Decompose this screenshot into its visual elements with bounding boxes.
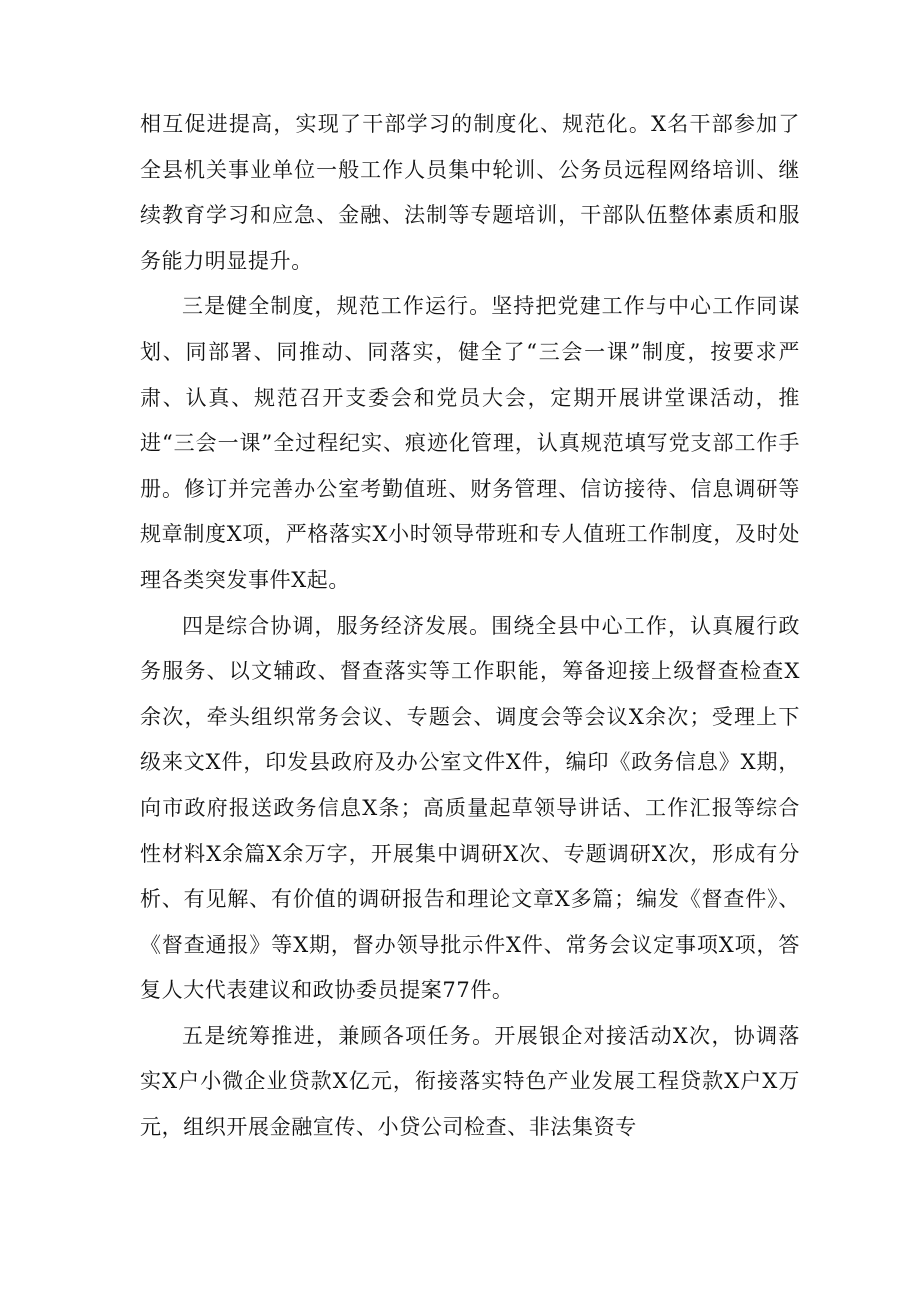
paragraph-section-four: 四是综合协调，服务经济发展。围绕全县中心工作，认真履行政务服务、以文辅政、督查落实等工作职能，筹备迎接上级督查检查X余次，牵头组织常务会议、专题会、调度会等会议X余次；受理上下级来文X件，印发县政府及办公室文件X件，编印《政务信息》X期，向市政府报送政务信息X条；高质量起草领导讲话、工作汇报等综合性材料X余篇X余万字，开展集中调研X次、专题调研X次，形成有分析、有见解、有价值的调研报告和理论文章X多篇；编发《督查件》、《督查通报》等X期，督办领导批示件X件、常务会议定事项X项，答复人大代表建议和政协委员提案77件。 [140,613,800,1003]
paragraph-continuation: 相互促进提高，实现了干部学习的制度化、规范化。X名干部参加了全县机关事业单位一般工作人员集中轮训、公务员远程网络培训、继续教育学习和应急、金融、法制等专题培训，干部队伍整体素质和服务能力明显提升。 [140,112,800,273]
document-body [140,102,800,1151]
paragraph-section-three: 三是健全制度，规范工作运行。坚持把党建工作与中心工作同谋划、同部署、同推动、同落实，健全了“三会一课”制度，按要求严肃、认真、规范召开支委会和党员大会，定期开展讲堂课活动，推进“三会一课”全过程纪实、痕迹化管理，认真规范填写党支部工作手册。修订并完善办公室考勤值班、财务管理、信访接待、信息调研等规章制度X项，严格落实X小时领导带班和专人值班工作制度，及时处理各类突发事件X起。 [140,294,800,592]
paragraph-section-five: 五是统筹推进，兼顾各项任务。开展银企对接活动X次，协调落实X户小微企业贷款X亿元，衔接落实特色产业发展工程贷款X户X万元，组织开展金融宣传、小贷公司检查、非法集资专 [140,1023,800,1140]
